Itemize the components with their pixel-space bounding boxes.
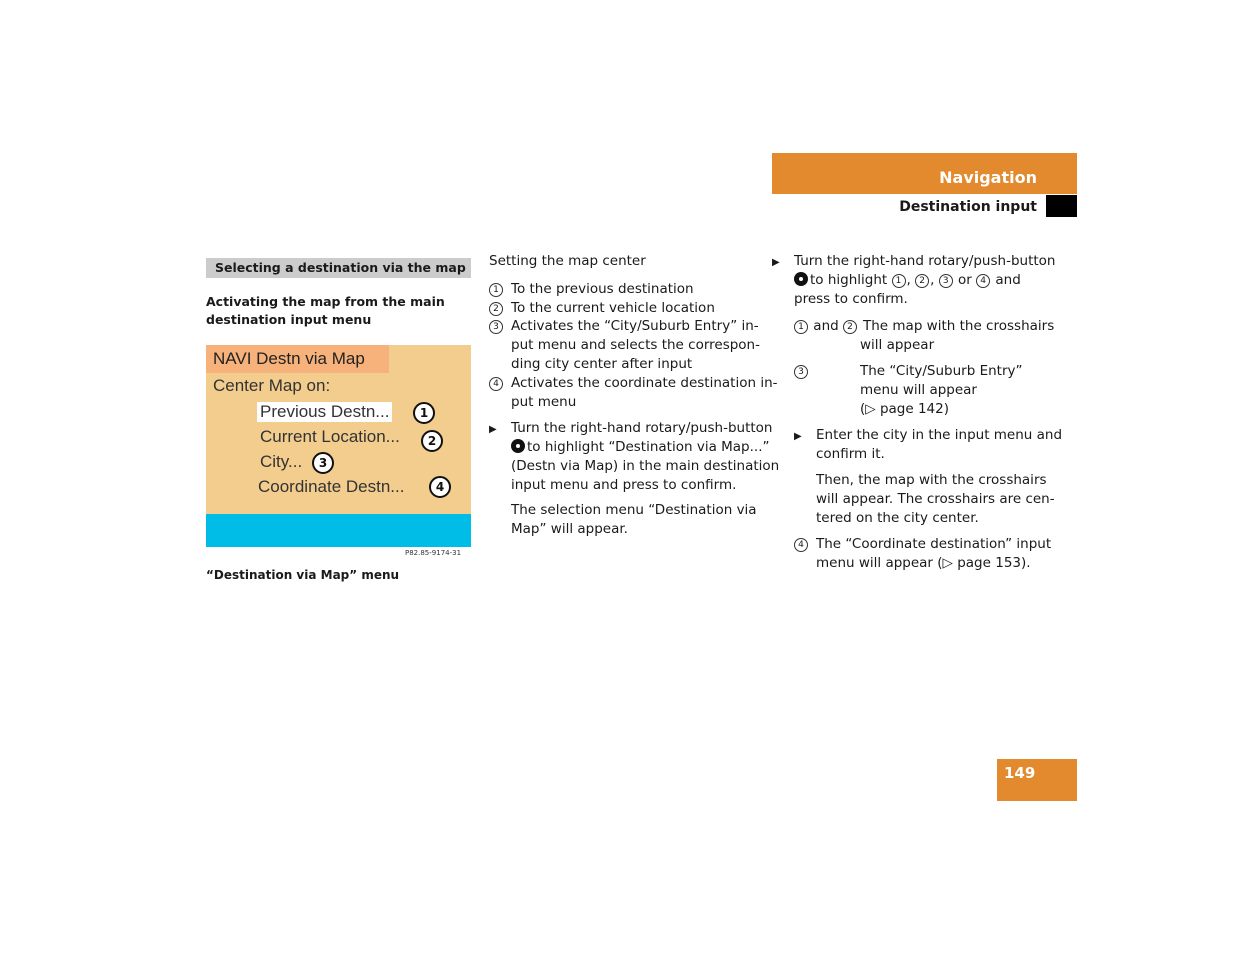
step-arrow-icon: ▶ [772,257,780,268]
result-3-line-3: (▷ page 142) [860,401,949,417]
legend-text-3-line-3: ding city center after input [511,356,693,372]
step-2-line-1: Turn the right-hand rotary/push-button [794,253,1056,269]
legend-item-4 [489,374,778,410]
legend-number-4: 4 [489,377,503,391]
callout-marker-4: 4 [429,476,451,498]
step-2-line-3: press to confirm. [794,291,908,307]
ref-number-3: 3 [794,365,808,379]
sub-step-line-2: confirm it. [816,446,885,462]
ref-number-4: 4 [794,538,808,552]
callout-marker-3: 3 [312,452,334,474]
screen-status-bar [206,514,471,547]
screen-item-previous-destn: Previous Destn... [257,402,392,422]
result-line-1: The selection menu “Destination via [511,502,757,518]
legend-text-4-line-1: Activates the coordinate destination in- [511,375,778,391]
step-arrow-icon: ▶ [489,424,497,435]
legend-number-2: 2 [489,302,503,316]
legend-number-3: 3 [489,320,503,334]
legend-text-3-line-2: put menu and selects the correspon- [511,337,760,353]
chapter-title: Navigation [939,168,1037,187]
screen-item-current-location: Current Location... [260,427,400,446]
step-1-line-2: to highlight “Destination via Map...” [527,439,770,455]
section-title-bar [206,258,471,278]
and-text: and [995,272,1021,288]
ref-number-4: 4 [976,274,990,288]
legend-item-3 [489,317,764,372]
screen-title-bar [206,345,389,373]
callout-marker-2: 2 [421,430,443,452]
and-text: and [813,318,839,334]
section-title: Selecting a destination via the map [215,260,466,275]
step-1-line-3: (Destn via Map) in the main destination [511,458,780,474]
screen-item-coordinate-destn: Coordinate Destn... [258,477,405,496]
result-3-line-2: menu will appear [860,382,977,398]
legend-text-3-line-1: Activates the “City/Suburb Entry” in- [511,318,759,334]
legend-text-1: To the previous destination [511,281,694,297]
legend-text-4-line-2: put menu [511,394,577,410]
result-3-line-1: The “City/Suburb Entry” [860,363,1023,379]
ref-number-2: 2 [843,320,857,334]
page-number: 149 [1004,764,1036,782]
subheading: Activating the map from the main destination input menu [206,294,445,327]
intro-text: Setting the map center [489,253,646,269]
result-line-2: Map” will appear. [511,521,628,537]
step-1-line-1: Turn the right-hand rotary/push-button [511,420,773,436]
screen-item-city: City... [260,452,303,471]
screen-subtitle: Center Map on: [213,376,331,395]
page-number-box [997,759,1077,801]
ref-number-3: 3 [939,274,953,288]
sub-step-line-1: Enter the city in the input menu and [816,427,1063,443]
display-screenshot [206,345,471,547]
ref-number-2: 2 [915,274,929,288]
step-2-highlight-text: to highlight [810,272,888,288]
figure-caption: “Destination via Map” menu [206,568,400,582]
figure-code: P82.85-9174-31 [405,549,462,557]
chapter-header-bar [772,153,1077,194]
step-2-line-2 [794,271,1021,290]
step-arrow-icon: ▶ [794,431,802,442]
result-4-line-2: menu will appear (▷ page 153). [816,555,1031,571]
then-line-1: Then, the map with the crosshairs [816,472,1047,488]
comma: , [906,272,911,288]
then-line-3: tered on the city center. [816,510,979,526]
legend-item-2 [489,299,715,318]
result-4-line-1: The “Coordinate destination” input [816,536,1052,552]
legend-item-1 [489,280,694,299]
screen-title: NAVI Destn via Map [213,349,365,368]
step-1-line-4: input menu and press to confirm. [511,477,737,493]
header-marker-block [1046,195,1077,217]
result-1-2-label [794,317,858,336]
legend-number-1: 1 [489,283,503,297]
comma: , [930,272,935,288]
ref-number-1: 1 [892,274,906,288]
result-1-2-line-1: The map with the crosshairs [863,318,1055,334]
ref-number-1: 1 [794,320,808,334]
then-line-2: will appear. The crosshairs are cen- [816,491,1055,507]
result-1-2-line-2: will appear [860,337,935,353]
rotary-knob-icon [794,272,808,286]
section-header-title: Destination input [899,199,1037,215]
or-text: or [957,272,972,288]
rotary-knob-icon [511,439,525,453]
legend-text-2: To the current vehicle location [511,300,715,316]
callout-marker-1: 1 [413,402,435,424]
step-1-line-2-wrap [511,438,770,457]
